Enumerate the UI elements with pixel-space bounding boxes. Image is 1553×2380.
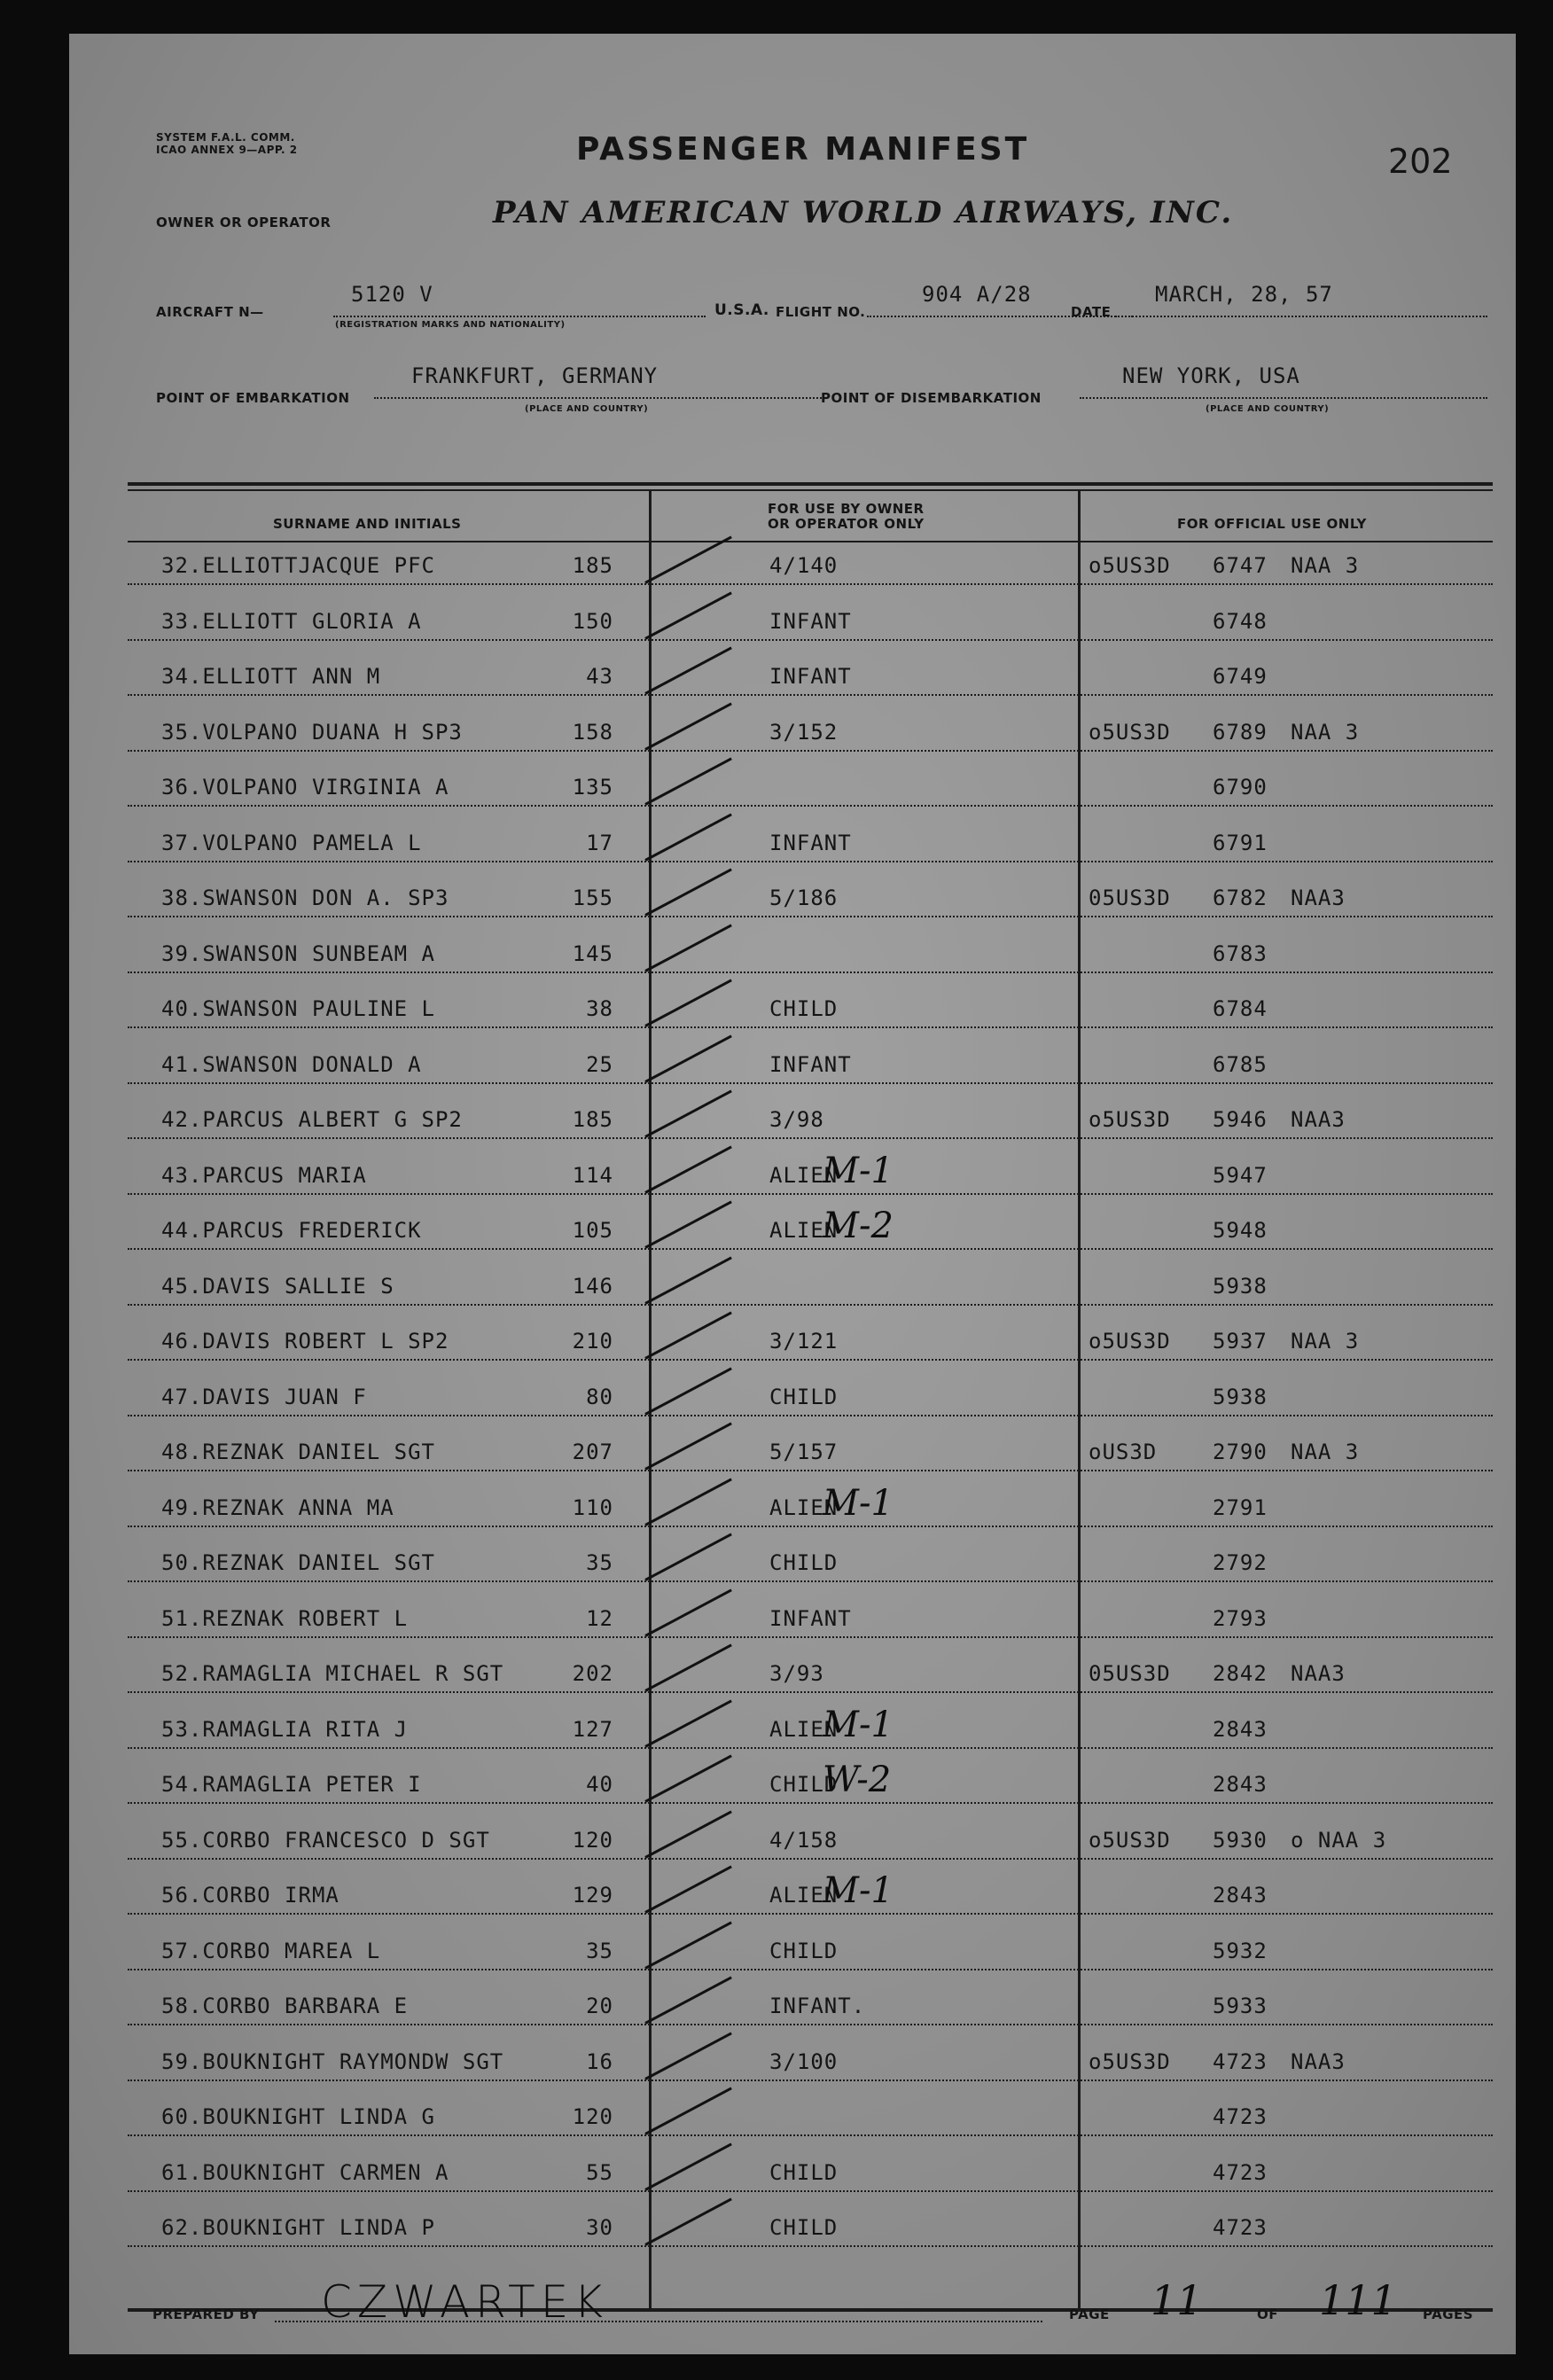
passenger-name: 43.PARCUS MARIA bbox=[161, 1162, 367, 1188]
official-number: 6790 bbox=[1213, 775, 1268, 800]
passenger-weight: 105 bbox=[572, 1218, 613, 1243]
passenger-weight: 202 bbox=[572, 1661, 613, 1686]
official-number: 4723 bbox=[1213, 2159, 1268, 2185]
operator-mark: CHILD bbox=[769, 2159, 839, 2185]
official-number: 5937 bbox=[1213, 1329, 1268, 1354]
official-suffix: NAA 3 bbox=[1291, 1329, 1360, 1354]
col-header-official: FOR OFFICIAL USE ONLY bbox=[1177, 516, 1367, 532]
official-suffix: o NAA 3 bbox=[1291, 1827, 1387, 1853]
operator-mark: INFANT bbox=[769, 830, 852, 855]
check-mark bbox=[644, 869, 732, 917]
check-mark bbox=[644, 813, 732, 861]
passenger-name: 35.VOLPANO DUANA H SP3 bbox=[161, 719, 463, 745]
check-mark bbox=[644, 1034, 732, 1082]
passenger-name: 32.ELLIOTTJACQUE PFC bbox=[161, 553, 435, 578]
row-rule bbox=[128, 2080, 1493, 2081]
official-number: 5948 bbox=[1213, 1218, 1268, 1243]
row-rule bbox=[128, 1636, 1493, 1638]
operator-mark: CHILD bbox=[769, 996, 839, 1021]
embark-underline bbox=[374, 397, 828, 399]
prepared-underline bbox=[275, 2321, 1042, 2322]
passenger-weight: 35 bbox=[586, 1550, 613, 1575]
official-code: o5US3D bbox=[1089, 553, 1171, 578]
column-divider-1 bbox=[649, 489, 652, 2308]
official-number: 6784 bbox=[1213, 996, 1268, 1021]
registration-note: (REGISTRATION MARKS AND NATIONALITY) bbox=[335, 320, 566, 330]
check-mark bbox=[644, 1145, 732, 1193]
row-rule bbox=[128, 583, 1493, 585]
check-mark bbox=[644, 758, 732, 806]
row-rule bbox=[128, 1913, 1493, 1915]
official-number: 6783 bbox=[1213, 940, 1268, 966]
official-number: 5938 bbox=[1213, 1384, 1268, 1409]
pages-label: PAGES bbox=[1423, 2306, 1474, 2322]
row-rule bbox=[128, 1026, 1493, 1028]
prepared-label: PREPARED BY bbox=[152, 2306, 260, 2322]
form-reference bbox=[156, 131, 298, 156]
passenger-weight: 210 bbox=[572, 1329, 613, 1354]
check-mark bbox=[644, 1312, 732, 1360]
check-mark bbox=[644, 1533, 732, 1581]
table-top-rule bbox=[128, 482, 1493, 486]
official-number: 6789 bbox=[1213, 719, 1268, 745]
official-number: 5938 bbox=[1213, 1273, 1268, 1299]
passenger-weight: 30 bbox=[586, 2215, 613, 2240]
passenger-name: 39.SWANSON SUNBEAM A bbox=[161, 940, 435, 966]
check-mark bbox=[644, 702, 732, 750]
operator-mark: 5/186 bbox=[769, 886, 839, 910]
passenger-name: 41.SWANSON DONALD A bbox=[161, 1051, 422, 1077]
check-mark bbox=[644, 1977, 732, 2025]
passenger-name: 57.CORBO MAREA L bbox=[161, 1938, 381, 1963]
official-number: 6748 bbox=[1213, 608, 1268, 634]
row-rule bbox=[128, 1858, 1493, 1860]
operator-mark: CHILD bbox=[769, 1550, 839, 1575]
operator-mark: CHILD bbox=[769, 2215, 839, 2240]
passenger-name: 38.SWANSON DON A. SP3 bbox=[161, 886, 449, 910]
check-mark bbox=[644, 1201, 732, 1249]
page-value: 11 bbox=[1151, 2276, 1203, 2324]
row-rule bbox=[128, 916, 1493, 917]
passenger-name: 62.BOUKNIGHT LINDA P bbox=[161, 2215, 435, 2240]
check-mark bbox=[644, 1810, 732, 1858]
page-label: PAGE bbox=[1069, 2306, 1110, 2322]
handwritten-note: M-1 bbox=[823, 1704, 894, 1745]
row-rule bbox=[128, 1193, 1493, 1195]
operator-mark: ALIEN bbox=[769, 1883, 839, 1908]
row-rule bbox=[128, 805, 1493, 807]
check-mark bbox=[644, 1755, 732, 1803]
disembark-value: NEW YORK, USA bbox=[1122, 363, 1300, 388]
passenger-weight: 120 bbox=[572, 2104, 613, 2129]
passenger-name: 44.PARCUS FREDERICK bbox=[161, 1218, 422, 1243]
passenger-weight: 20 bbox=[586, 1994, 613, 2018]
passenger-weight: 129 bbox=[572, 1883, 613, 1908]
operator-mark: ALIEN bbox=[769, 1162, 839, 1188]
operator-mark: CHILD bbox=[769, 1384, 839, 1409]
passenger-weight: 150 bbox=[572, 608, 613, 634]
operator-mark: INFANT bbox=[769, 608, 852, 634]
official-number: 4723 bbox=[1213, 2104, 1268, 2129]
check-mark bbox=[644, 1367, 732, 1415]
embark-label: POINT OF EMBARKATION bbox=[156, 390, 350, 406]
official-number: 5933 bbox=[1213, 1994, 1268, 2018]
passenger-name: 52.RAMAGLIA MICHAEL R SGT bbox=[161, 1661, 504, 1686]
row-rule bbox=[128, 1248, 1493, 1250]
operator-mark: 3/93 bbox=[769, 1661, 824, 1686]
row-rule bbox=[128, 1802, 1493, 1804]
passenger-weight: 16 bbox=[586, 2048, 613, 2074]
operator-mark: CHILD bbox=[769, 1772, 839, 1797]
check-mark bbox=[644, 924, 732, 972]
passenger-weight: 185 bbox=[572, 1107, 613, 1132]
sheet-number: 202 bbox=[1388, 142, 1453, 181]
official-code: o5US3D bbox=[1089, 719, 1171, 745]
table-top-rule-2 bbox=[128, 489, 1493, 491]
passenger-name: 60.BOUKNIGHT LINDA G bbox=[161, 2104, 435, 2129]
passenger-weight: 38 bbox=[586, 996, 613, 1021]
col-header-owner-1: FOR USE BY OWNER bbox=[768, 501, 925, 517]
row-rule bbox=[128, 750, 1493, 752]
row-rule bbox=[128, 1470, 1493, 1471]
passenger-weight: 17 bbox=[586, 830, 613, 855]
row-rule bbox=[128, 1580, 1493, 1582]
operator-mark: 3/121 bbox=[769, 1329, 839, 1354]
operator-mark: 4/140 bbox=[769, 553, 839, 578]
operator-mark: 3/98 bbox=[769, 1107, 824, 1132]
row-rule bbox=[128, 972, 1493, 973]
official-number: 6791 bbox=[1213, 830, 1268, 855]
official-number: 2843 bbox=[1213, 1883, 1268, 1908]
date-label: DATE bbox=[1071, 304, 1112, 320]
official-suffix: NAA3 bbox=[1291, 886, 1346, 910]
handwritten-note: M-2 bbox=[823, 1206, 894, 1246]
official-code: 05US3D bbox=[1089, 886, 1171, 910]
passenger-weight: 35 bbox=[586, 1938, 613, 1963]
official-number: 6747 bbox=[1213, 553, 1268, 578]
operator-mark: ALIEN bbox=[769, 1494, 839, 1520]
passenger-name: 53.RAMAGLIA RITA J bbox=[161, 1716, 409, 1742]
row-rule bbox=[128, 1359, 1493, 1361]
official-suffix: NAA3 bbox=[1291, 1107, 1346, 1132]
official-code: o5US3D bbox=[1089, 1329, 1171, 1354]
embark-value: FRANKFURT, GERMANY bbox=[411, 363, 659, 388]
passenger-weight: 145 bbox=[572, 940, 613, 966]
official-code: o5US3D bbox=[1089, 1827, 1171, 1853]
operator-mark: 4/158 bbox=[769, 1827, 839, 1853]
disembark-underline bbox=[1080, 397, 1487, 399]
check-mark bbox=[644, 1699, 732, 1747]
passenger-weight: 25 bbox=[586, 1051, 613, 1077]
official-number: 2843 bbox=[1213, 1716, 1268, 1742]
disembark-note: (PLACE AND COUNTRY) bbox=[1206, 404, 1330, 414]
header-bottom-rule bbox=[128, 541, 1493, 542]
passenger-name: 61.BOUKNIGHT CARMEN A bbox=[161, 2159, 449, 2185]
passenger-name: 50.REZNAK DANIEL SGT bbox=[161, 1550, 435, 1575]
handwritten-note: M-1 bbox=[823, 1870, 894, 1911]
handwritten-note: M-1 bbox=[823, 1150, 894, 1191]
official-code: 05US3D bbox=[1089, 1661, 1171, 1686]
operator-mark: CHILD bbox=[769, 1938, 839, 1963]
disembark-label: POINT OF DISEMBARKATION bbox=[821, 390, 1042, 406]
row-rule bbox=[128, 1415, 1493, 1416]
check-mark bbox=[644, 1423, 732, 1471]
official-number: 6785 bbox=[1213, 1051, 1268, 1077]
page-title: PASSENGER MANIFEST bbox=[576, 131, 1030, 168]
passenger-name: 34.ELLIOTT ANN M bbox=[161, 664, 381, 689]
row-rule bbox=[128, 639, 1493, 641]
passenger-name: 58.CORBO BARBARA E bbox=[161, 1994, 409, 2018]
row-rule bbox=[128, 694, 1493, 696]
flight-label: FLIGHT NO. bbox=[776, 304, 866, 320]
row-rule bbox=[128, 1304, 1493, 1306]
check-mark bbox=[644, 1921, 732, 1969]
date-underline bbox=[1115, 316, 1487, 317]
row-rule bbox=[128, 1747, 1493, 1749]
row-rule bbox=[128, 1137, 1493, 1139]
official-number: 4723 bbox=[1213, 2215, 1268, 2240]
official-number: 5932 bbox=[1213, 1938, 1268, 1963]
check-mark bbox=[644, 2087, 732, 2135]
operator-mark: INFANT bbox=[769, 1605, 852, 1631]
official-number: 5930 bbox=[1213, 1827, 1268, 1853]
official-code: o5US3D bbox=[1089, 2048, 1171, 2074]
official-number: 6749 bbox=[1213, 664, 1268, 689]
official-number: 2791 bbox=[1213, 1494, 1268, 1520]
row-rule bbox=[128, 1082, 1493, 1084]
official-number: 2842 bbox=[1213, 1661, 1268, 1686]
official-number: 5946 bbox=[1213, 1107, 1268, 1132]
passenger-name: 54.RAMAGLIA PETER I bbox=[161, 1772, 422, 1797]
check-mark bbox=[644, 979, 732, 1027]
col-header-surname: SURNAME AND INITIALS bbox=[273, 516, 462, 532]
official-number: 6782 bbox=[1213, 886, 1268, 910]
passenger-name: 47.DAVIS JUAN F bbox=[161, 1384, 367, 1409]
passenger-weight: 185 bbox=[572, 553, 613, 578]
passenger-name: 56.CORBO IRMA bbox=[161, 1883, 339, 1908]
passenger-name: 55.CORBO FRANCESCO D SGT bbox=[161, 1827, 490, 1853]
passenger-name: 33.ELLIOTT GLORIA A bbox=[161, 608, 422, 634]
official-number: 2792 bbox=[1213, 1550, 1268, 1575]
row-rule bbox=[128, 2134, 1493, 2136]
official-code: oUS3D bbox=[1089, 1440, 1158, 1464]
form-ref-line1: SYSTEM F.A.L. COMM. bbox=[156, 131, 295, 144]
passenger-weight: 40 bbox=[586, 1772, 613, 1797]
check-mark bbox=[644, 536, 732, 584]
passenger-weight: 135 bbox=[572, 775, 613, 800]
passenger-name: 42.PARCUS ALBERT G SP2 bbox=[161, 1107, 463, 1132]
official-number: 2793 bbox=[1213, 1605, 1268, 1631]
passenger-weight: 43 bbox=[586, 664, 613, 689]
check-mark bbox=[644, 1478, 732, 1526]
official-number: 4723 bbox=[1213, 2048, 1268, 2074]
passenger-name: 51.REZNAK ROBERT L bbox=[161, 1605, 409, 1631]
operator-mark: INFANT bbox=[769, 664, 852, 689]
col-header-owner-2: OR OPERATOR ONLY bbox=[768, 516, 925, 532]
passenger-weight: 146 bbox=[572, 1273, 613, 1299]
passenger-name: 49.REZNAK ANNA MA bbox=[161, 1494, 394, 1520]
handwritten-note: W-2 bbox=[823, 1760, 892, 1800]
prepared-by-signature: CZWARTEK bbox=[321, 2276, 609, 2328]
passenger-name: 37.VOLPANO PAMELA L bbox=[161, 830, 422, 855]
official-suffix: NAA3 bbox=[1291, 2048, 1346, 2074]
official-number: 5947 bbox=[1213, 1162, 1268, 1188]
row-rule bbox=[128, 1691, 1493, 1693]
row-rule bbox=[128, 1526, 1493, 1527]
flight-value: 904 A/28 bbox=[922, 282, 1032, 307]
total-pages-value: 111 bbox=[1319, 2276, 1397, 2324]
passenger-weight: 80 bbox=[586, 1384, 613, 1409]
passenger-weight: 158 bbox=[572, 719, 613, 745]
row-rule bbox=[128, 1969, 1493, 1970]
aircraft-value: 5120 V bbox=[351, 282, 433, 307]
column-divider-2 bbox=[1078, 489, 1081, 2308]
official-number: 2790 bbox=[1213, 1440, 1268, 1464]
operator-mark: INFANT. bbox=[769, 1994, 866, 2018]
operator-mark: INFANT bbox=[769, 1051, 852, 1077]
passenger-weight: 120 bbox=[572, 1827, 613, 1853]
company-name: PAN AMERICAN WORLD AIRWAYS, INC. bbox=[493, 195, 1234, 230]
row-rule bbox=[128, 861, 1493, 862]
country-label: U.S.A. bbox=[714, 301, 769, 319]
passenger-name: 36.VOLPANO VIRGINIA A bbox=[161, 775, 449, 800]
manifest-page bbox=[69, 34, 1516, 2354]
passenger-weight: 155 bbox=[572, 886, 613, 910]
official-suffix: NAA 3 bbox=[1291, 1440, 1360, 1464]
check-mark bbox=[644, 1644, 732, 1692]
owner-label: OWNER OR OPERATOR bbox=[156, 215, 332, 230]
check-mark bbox=[644, 2198, 732, 2246]
official-number: 2843 bbox=[1213, 1772, 1268, 1797]
aircraft-label: AIRCRAFT N— bbox=[156, 304, 264, 320]
check-mark bbox=[644, 1588, 732, 1636]
official-suffix: NAA 3 bbox=[1291, 719, 1360, 745]
embark-note: (PLACE AND COUNTRY) bbox=[525, 404, 649, 414]
check-mark bbox=[644, 1866, 732, 1914]
passenger-weight: 110 bbox=[572, 1494, 613, 1520]
official-suffix: NAA3 bbox=[1291, 1661, 1346, 1686]
check-mark bbox=[644, 2142, 732, 2190]
passenger-name: 40.SWANSON PAULINE L bbox=[161, 996, 435, 1021]
col-header-owner bbox=[768, 502, 925, 532]
operator-mark: ALIEN bbox=[769, 1716, 839, 1742]
official-code: o5US3D bbox=[1089, 1107, 1171, 1132]
date-value: MARCH, 28, 57 bbox=[1155, 282, 1333, 307]
check-mark bbox=[644, 2032, 732, 2080]
passenger-name: 48.REZNAK DANIEL SGT bbox=[161, 1440, 435, 1464]
row-rule bbox=[128, 2245, 1493, 2247]
passenger-weight: 207 bbox=[572, 1440, 613, 1464]
check-mark bbox=[644, 591, 732, 639]
operator-mark: 3/152 bbox=[769, 719, 839, 745]
passenger-name: 46.DAVIS ROBERT L SP2 bbox=[161, 1329, 449, 1354]
form-ref-line2: ICAO ANNEX 9—APP. 2 bbox=[156, 144, 298, 156]
check-mark bbox=[644, 1090, 732, 1138]
passenger-name: 59.BOUKNIGHT RAYMONDW SGT bbox=[161, 2048, 504, 2074]
handwritten-note: M-1 bbox=[823, 1482, 894, 1524]
operator-mark: ALIEN bbox=[769, 1218, 839, 1243]
passenger-weight: 12 bbox=[586, 1605, 613, 1631]
passenger-weight: 55 bbox=[586, 2159, 613, 2185]
operator-mark: 3/100 bbox=[769, 2048, 839, 2074]
passenger-weight: 114 bbox=[572, 1162, 613, 1188]
of-label: OF bbox=[1257, 2306, 1278, 2322]
check-mark bbox=[644, 1256, 732, 1304]
row-rule bbox=[128, 2024, 1493, 2025]
row-rule bbox=[128, 2190, 1493, 2192]
passenger-weight: 127 bbox=[572, 1716, 613, 1742]
official-suffix: NAA 3 bbox=[1291, 553, 1360, 578]
aircraft-underline bbox=[333, 316, 706, 317]
check-mark bbox=[644, 647, 732, 695]
operator-mark: 5/157 bbox=[769, 1440, 839, 1464]
passenger-name: 45.DAVIS SALLIE S bbox=[161, 1273, 394, 1299]
